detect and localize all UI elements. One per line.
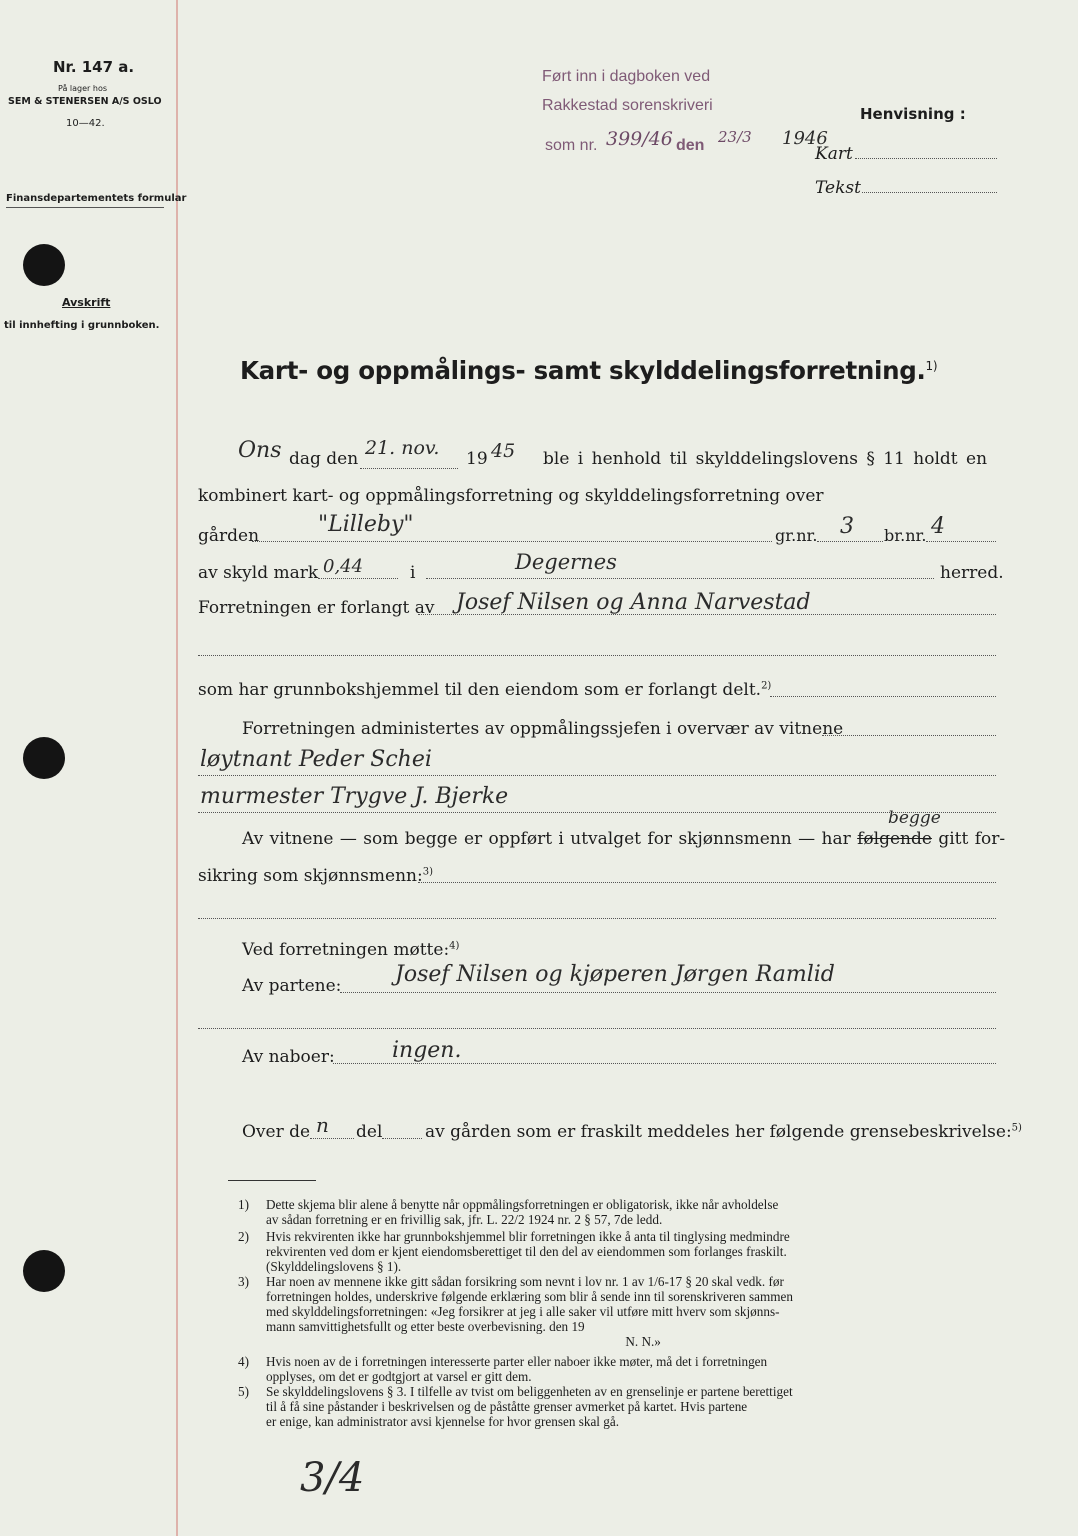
- punch-hole: [23, 1250, 65, 1292]
- form-printer: SEM & STENERSEN A/S OSLO: [8, 96, 162, 107]
- over-rest: av gården som er fraskilt meddeles her følgende grensebeskrivelse:$^{5)}$: [425, 1122, 1022, 1142]
- requested-label: Forretningen er forlangt av: [198, 598, 435, 618]
- stamp-den: den: [676, 137, 705, 154]
- over-handwritten: n: [316, 1113, 329, 1137]
- naboer-handwritten: ingen.: [392, 1038, 462, 1063]
- year-prefix: 19: [466, 449, 488, 469]
- skyld-field-line: [318, 578, 398, 579]
- requested-handwritten: Josef Nilsen og Anna Narvestad: [456, 590, 811, 615]
- brnr-label: br.nr.: [884, 526, 927, 545]
- form-ministry: Finansdepartementets formular: [6, 193, 187, 204]
- kart-label: Kart: [815, 144, 853, 164]
- del-label: del: [356, 1122, 383, 1142]
- forsikring-line: sikring som skjønnsmenn:$^{3)}$: [198, 866, 433, 886]
- skyld-label: av skyld mark: [198, 563, 319, 583]
- witness-2-handwritten: murmester Trygve J. Bjerke: [200, 784, 509, 809]
- admin-line: Forretningen administertes av oppmålingssjefen i overvær av vitnene: [242, 719, 844, 739]
- partene-field-line-2: [198, 1028, 996, 1029]
- requested-field-line-2: [198, 655, 996, 656]
- stamp-year: 1946: [782, 128, 828, 149]
- herred-handwritten: Degernes: [515, 550, 617, 574]
- footnote-separator: [228, 1180, 316, 1181]
- page-handwritten-mark: 3/4: [300, 1455, 365, 1501]
- herred-label: herred.: [940, 563, 1004, 583]
- brnr-field-line: [926, 541, 996, 542]
- vitner-insert-handwritten: begge: [888, 808, 941, 828]
- tekst-field-line: [862, 192, 997, 193]
- naboer-label: Av naboer:: [242, 1047, 335, 1067]
- form-stock-line: På lager hos: [58, 84, 107, 93]
- witness-2-field-line: [198, 812, 996, 813]
- stamp-line-1: Ført inn i dagboken ved: [542, 68, 711, 85]
- grunnbok-line: som har grunnbokshjemmel til den eiendom som er forlangt delt.$^{2)}$: [198, 680, 772, 700]
- form-number: Nr. 147 a.: [53, 58, 135, 76]
- weekday-handwritten: Ons: [238, 438, 282, 463]
- del-field-line: [382, 1138, 422, 1139]
- reference-title: Henvisning :: [860, 105, 966, 123]
- form-date-code: 10—42.: [66, 118, 105, 129]
- stamp-date: 23/3: [718, 128, 752, 146]
- naboer-field-line: [333, 1063, 996, 1064]
- witness-1-handwritten: løytnant Peder Schei: [200, 747, 432, 772]
- document-title: Kart- og oppmålings- samt skylddelingsforretning.$^{1)}$: [240, 356, 938, 385]
- mote-line: Ved forretningen møtte:$^{4)}$: [242, 940, 460, 960]
- garden-field-line: [252, 541, 772, 542]
- i-label: i: [410, 563, 416, 583]
- margin-rule: [176, 0, 178, 1536]
- over-field-line: [310, 1138, 354, 1139]
- garden-handwritten: "Lilleby": [318, 512, 414, 537]
- herred-field-line: [426, 578, 934, 579]
- ministry-rule: [6, 207, 164, 208]
- partene-label: Av partene:: [242, 976, 342, 996]
- witness-1-field-line: [198, 775, 996, 776]
- year-handwritten: 45: [491, 440, 516, 462]
- copy-subtitle: til innhefting i grunnboken.: [4, 320, 160, 331]
- stamp-number: 399/46: [606, 128, 673, 150]
- admin-field-line: [822, 735, 996, 736]
- body-line-1: ble i henhold til skylddelingslovens § 11 holdt en: [543, 449, 988, 469]
- brnr-handwritten: 4: [931, 514, 945, 539]
- stamp-line-2: Rakkestad sorenskriveri: [542, 97, 713, 114]
- punch-hole: [23, 737, 65, 779]
- skyld-handwritten: 0,44: [323, 556, 364, 577]
- grnr-handwritten: 3: [840, 514, 854, 539]
- copy-title: Avskrift: [62, 296, 111, 309]
- date-field-line: [360, 468, 458, 469]
- forsikring-field-line: [418, 882, 996, 883]
- stamp-prefix: som nr.: [545, 137, 598, 154]
- forsikring-field-line-2: [198, 918, 996, 919]
- body-line-2: kombinert kart- og oppmålingsforretning og skylddelingsforretning over: [198, 486, 824, 506]
- garden-label: gården: [198, 526, 260, 546]
- tekst-label: Tekst: [815, 178, 861, 198]
- partene-field-line: [340, 992, 996, 993]
- over-de-label: Over de: [242, 1122, 311, 1142]
- grunnbok-field-line: [770, 696, 996, 697]
- kart-field-line: [855, 158, 997, 159]
- grnr-field-line: [817, 541, 883, 542]
- date-handwritten: 21. nov.: [365, 437, 440, 459]
- dag-den-label: dag den: [289, 449, 359, 469]
- partene-handwritten: Josef Nilsen og kjøperen Jørgen Ramlid: [395, 962, 835, 987]
- punch-hole: [23, 244, 65, 286]
- grnr-label: gr.nr.: [775, 526, 818, 545]
- vitner-line: Av vitnene — som begge er oppført i utvalget for skjønnsmenn — har følgende gitt for-: [242, 829, 1006, 849]
